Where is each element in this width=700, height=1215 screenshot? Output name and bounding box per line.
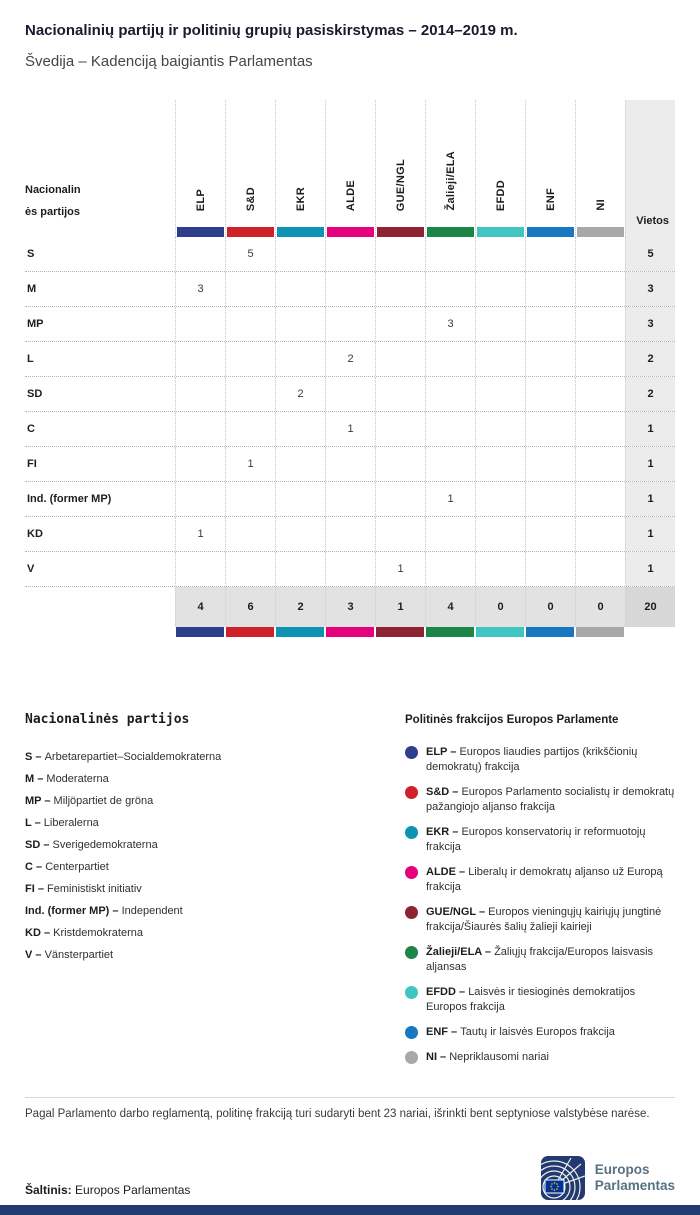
group-color-bar bbox=[176, 627, 224, 637]
seat-cell bbox=[575, 237, 625, 271]
party-code: S – bbox=[25, 751, 45, 763]
group-code: EKR – bbox=[426, 826, 462, 838]
group-color-bar bbox=[226, 627, 274, 637]
group-code-label: EFDD bbox=[494, 179, 507, 211]
seat-cell bbox=[275, 307, 325, 341]
party-name: Centerpartiet bbox=[45, 861, 109, 873]
seat-cell bbox=[525, 342, 575, 376]
seat-cell bbox=[425, 342, 475, 376]
group-code: ALDE – bbox=[426, 866, 469, 878]
seat-cell bbox=[425, 412, 475, 446]
party-code: Ind. (former MP) – bbox=[25, 905, 122, 917]
group-legend-item bbox=[405, 905, 675, 935]
seat-cell bbox=[375, 342, 425, 376]
group-color-bar bbox=[527, 227, 574, 237]
seat-cell bbox=[375, 412, 425, 446]
seat-cell bbox=[425, 272, 475, 306]
party-code: M – bbox=[25, 773, 47, 785]
party-label: MP bbox=[27, 318, 44, 330]
party-label: L bbox=[27, 353, 34, 365]
party-code: C – bbox=[25, 861, 46, 873]
seat-cell bbox=[175, 377, 225, 411]
party-name: Sverigedemokraterna bbox=[52, 839, 158, 851]
seat-cell bbox=[225, 482, 275, 516]
ep-logo-text bbox=[595, 1162, 675, 1194]
party-legend-item bbox=[25, 768, 405, 790]
group-color-bar bbox=[177, 227, 224, 237]
seat-cell: 1 bbox=[425, 482, 475, 516]
group-color-bar bbox=[376, 627, 424, 637]
seat-cell bbox=[575, 447, 625, 481]
group-legend-text bbox=[426, 905, 675, 935]
group-code-label: ENF bbox=[544, 188, 557, 211]
bar-row-spacer bbox=[25, 627, 175, 637]
group-color-bar bbox=[576, 627, 624, 637]
party-code: V – bbox=[25, 949, 45, 961]
seat-cell bbox=[575, 552, 625, 586]
table-body bbox=[25, 237, 675, 587]
footer-divider bbox=[25, 1097, 675, 1098]
seat-cell bbox=[375, 447, 425, 481]
seat-cell bbox=[225, 342, 275, 376]
seats-total-cell: 5 bbox=[625, 237, 675, 271]
seat-cell bbox=[475, 342, 525, 376]
ep-logo-icon bbox=[541, 1156, 585, 1200]
party-legend-heading: Nacionalinės partijos bbox=[25, 712, 190, 727]
seat-cell bbox=[325, 482, 375, 516]
group-legend-item bbox=[405, 825, 675, 855]
group-code-label: S&D bbox=[244, 186, 257, 211]
table-row bbox=[25, 342, 675, 377]
group-code-label: ALDE bbox=[344, 179, 357, 211]
seats-total-cell: 2 bbox=[625, 342, 675, 376]
seat-cell bbox=[575, 517, 625, 551]
seats-total-cell: 2 bbox=[625, 377, 675, 411]
group-legend-item bbox=[405, 1050, 675, 1065]
seat-cell bbox=[325, 237, 375, 271]
group-legend-item bbox=[405, 745, 675, 775]
seat-cell bbox=[225, 377, 275, 411]
totals-cell: 1 bbox=[375, 587, 425, 627]
group-color-bar bbox=[427, 227, 474, 237]
group-legend-item bbox=[405, 785, 675, 815]
party-name: Vänsterpartiet bbox=[44, 949, 114, 961]
seat-cell bbox=[475, 377, 525, 411]
party-name: Moderaterna bbox=[46, 773, 109, 785]
party-legend-item bbox=[25, 834, 405, 856]
group-color-bar bbox=[377, 227, 424, 237]
seat-cell: 1 bbox=[375, 552, 425, 586]
group-code-label: EKR bbox=[294, 186, 307, 211]
group-color-dot bbox=[405, 1026, 418, 1039]
seat-cell bbox=[425, 377, 475, 411]
group-color-dot bbox=[405, 746, 418, 759]
seat-cell bbox=[375, 307, 425, 341]
eu-flag-icon bbox=[545, 1180, 564, 1193]
seat-cell bbox=[575, 342, 625, 376]
ep-logo-text-line2: Parlamentas bbox=[594, 1178, 675, 1193]
seat-cell bbox=[325, 377, 375, 411]
group-legend-item bbox=[405, 945, 675, 975]
ep-logo-text-line1: Europos bbox=[594, 1162, 650, 1177]
party-legend-item bbox=[25, 856, 405, 878]
party-legend-item bbox=[25, 944, 405, 966]
party-code: FI – bbox=[25, 883, 48, 895]
party-legend bbox=[25, 712, 405, 1075]
totals-seats-cell: 20 bbox=[625, 587, 675, 627]
group-name: Europos vieningųjų kairiųjų jungtinė frakcija/Šiaurės šalių žalieji kairieji bbox=[426, 906, 662, 933]
group-code: Žalieji/ELA – bbox=[426, 946, 495, 958]
group-legend-text bbox=[426, 825, 675, 855]
group-legend-item bbox=[405, 865, 675, 895]
seat-cell bbox=[175, 482, 225, 516]
seat-cell bbox=[325, 517, 375, 551]
party-legend-item bbox=[25, 922, 405, 944]
group-code-label: NI bbox=[594, 199, 607, 211]
seat-cell: 3 bbox=[175, 272, 225, 306]
group-color-bar bbox=[577, 227, 624, 237]
seat-cell bbox=[575, 482, 625, 516]
group-color-bar bbox=[477, 227, 524, 237]
seat-cell bbox=[175, 552, 225, 586]
seat-cell bbox=[275, 342, 325, 376]
table-row bbox=[25, 412, 675, 447]
seat-cell bbox=[525, 482, 575, 516]
seat-cell bbox=[325, 272, 375, 306]
seat-cell bbox=[225, 272, 275, 306]
seat-cell bbox=[325, 307, 375, 341]
table-row bbox=[25, 447, 675, 482]
seat-cell bbox=[525, 237, 575, 271]
seat-cell bbox=[525, 517, 575, 551]
party-legend-item bbox=[25, 812, 405, 834]
group-legend-text bbox=[426, 985, 675, 1015]
seat-cell: 1 bbox=[325, 412, 375, 446]
group-code: GUE/NGL – bbox=[426, 906, 489, 918]
seat-cell bbox=[475, 517, 525, 551]
party-name: Miljöpartiet de gröna bbox=[53, 795, 154, 807]
group-color-bar bbox=[227, 227, 274, 237]
seat-cell bbox=[375, 482, 425, 516]
seat-cell bbox=[275, 552, 325, 586]
group-color-dot bbox=[405, 906, 418, 919]
seat-cell bbox=[175, 237, 225, 271]
totals-cell: 0 bbox=[525, 587, 575, 627]
table-row bbox=[25, 237, 675, 272]
table-row bbox=[25, 482, 675, 517]
bottom-bar bbox=[0, 1205, 700, 1215]
seat-cell bbox=[575, 412, 625, 446]
seat-cell bbox=[325, 552, 375, 586]
source-value: Europos Parlamentas bbox=[75, 1183, 191, 1197]
seat-cell bbox=[425, 552, 475, 586]
seat-cell bbox=[525, 412, 575, 446]
group-name: Tautų ir laisvės Europos frakcija bbox=[460, 1026, 615, 1038]
party-name: Kristdemokraterna bbox=[53, 927, 143, 939]
group-name: Europos Parlamento socialistų ir demokratų pažangiojo aljanso frakcija bbox=[426, 786, 675, 813]
seat-cell bbox=[475, 412, 525, 446]
seats-total-cell: 1 bbox=[625, 447, 675, 481]
footnote: Pagal Parlamento darbo reglamentą, politinę frakciją turi sudaryti bent 23 nariai, išrinkti bent septyniose valstybėse narėse. bbox=[25, 1108, 650, 1120]
group-color-bar bbox=[327, 227, 374, 237]
party-legend-item bbox=[25, 790, 405, 812]
group-color-bar bbox=[277, 227, 324, 237]
group-color-dot bbox=[405, 1051, 418, 1064]
column-header-enf bbox=[525, 100, 575, 237]
party-label: KD bbox=[27, 528, 43, 540]
group-code: ENF – bbox=[426, 1026, 461, 1038]
seat-cell bbox=[425, 447, 475, 481]
totals-cell: 4 bbox=[425, 587, 475, 627]
totals-cell: 3 bbox=[325, 587, 375, 627]
group-legend-item bbox=[405, 1025, 675, 1040]
group-name: Nepriklausomi nariai bbox=[449, 1051, 549, 1063]
group-legend-text bbox=[426, 745, 675, 775]
group-name: Europos liaudies partijos (krikščionių demokratų) frakcija bbox=[426, 746, 638, 773]
seat-cell: 2 bbox=[325, 342, 375, 376]
seat-cell bbox=[175, 412, 225, 446]
group-color-dot bbox=[405, 866, 418, 879]
group-header-columns bbox=[175, 100, 625, 237]
group-color-dot bbox=[405, 786, 418, 799]
party-name: Liberalerna bbox=[43, 817, 99, 829]
seats-total-cell: 3 bbox=[625, 307, 675, 341]
group-legend-text bbox=[426, 785, 675, 815]
seat-cell bbox=[225, 307, 275, 341]
group-legend-text bbox=[426, 1025, 675, 1040]
group-code: S&D – bbox=[426, 786, 462, 798]
group-code: NI – bbox=[426, 1051, 450, 1063]
totals-cell: 4 bbox=[175, 587, 225, 627]
party-label: Ind. (former MP) bbox=[27, 493, 112, 505]
seat-cell bbox=[375, 377, 425, 411]
group-color-dot bbox=[405, 826, 418, 839]
seat-cell bbox=[275, 517, 325, 551]
source-label: Šaltinis: bbox=[25, 1183, 72, 1197]
group-code-label: Žalieji/ELA bbox=[444, 151, 457, 211]
column-header-ni bbox=[575, 100, 625, 237]
party-legend-items bbox=[25, 746, 405, 966]
seat-cell: 1 bbox=[225, 447, 275, 481]
totals-cell: 6 bbox=[225, 587, 275, 627]
group-name: Europos konservatorių ir reformuotojų frakcija bbox=[426, 826, 646, 853]
seat-cell bbox=[275, 447, 325, 481]
seat-cell bbox=[525, 307, 575, 341]
seat-cell bbox=[425, 517, 475, 551]
group-legend bbox=[405, 712, 675, 1075]
seat-cell bbox=[375, 517, 425, 551]
group-legend-items bbox=[405, 745, 675, 1065]
party-label: M bbox=[27, 283, 37, 295]
party-legend-item bbox=[25, 878, 405, 900]
seats-total-cell: 1 bbox=[625, 517, 675, 551]
seat-cell bbox=[225, 552, 275, 586]
group-code: EFDD – bbox=[426, 986, 469, 998]
group-code-label: ELP bbox=[194, 188, 207, 211]
seats-total-cell: 3 bbox=[625, 272, 675, 306]
seat-cell bbox=[525, 447, 575, 481]
group-legend-text bbox=[426, 1050, 675, 1065]
group-legend-text bbox=[426, 865, 675, 895]
seat-cell bbox=[275, 412, 325, 446]
group-color-bar bbox=[276, 627, 324, 637]
table-header bbox=[25, 100, 675, 237]
column-header-efdd bbox=[475, 100, 525, 237]
group-legend-text bbox=[426, 945, 675, 975]
column-header-s-d bbox=[225, 100, 275, 237]
seat-cell bbox=[525, 272, 575, 306]
bottom-color-bars bbox=[25, 627, 675, 637]
seat-cell bbox=[375, 272, 425, 306]
group-name: Liberalų ir demokratų aljanso už Europą frakcija bbox=[426, 866, 663, 893]
seats-column-header-label: Vietos bbox=[636, 215, 669, 227]
seat-cell bbox=[475, 552, 525, 586]
seat-cell bbox=[225, 412, 275, 446]
seat-cell bbox=[175, 342, 225, 376]
seat-cell bbox=[575, 377, 625, 411]
party-label: FI bbox=[27, 458, 37, 470]
party-code: KD – bbox=[25, 927, 54, 939]
seat-cell bbox=[175, 447, 225, 481]
column-header-ekr bbox=[275, 100, 325, 237]
seat-cell bbox=[475, 307, 525, 341]
totals-spacer bbox=[25, 587, 175, 627]
seat-cell bbox=[575, 272, 625, 306]
national-parties-header-cell bbox=[25, 100, 175, 237]
group-color-bar bbox=[476, 627, 524, 637]
party-code: MP – bbox=[25, 795, 54, 807]
party-label: SD bbox=[27, 388, 43, 400]
seat-cell bbox=[275, 482, 325, 516]
column-header-elp bbox=[175, 100, 225, 237]
party-code: SD – bbox=[25, 839, 53, 851]
group-color-bar bbox=[426, 627, 474, 637]
seats-column-header bbox=[625, 100, 675, 237]
seat-cell bbox=[325, 447, 375, 481]
party-name: Feministiskt initiativ bbox=[47, 883, 142, 895]
totals-cell: 0 bbox=[475, 587, 525, 627]
group-color-bar bbox=[326, 627, 374, 637]
seats-total-cell: 1 bbox=[625, 412, 675, 446]
totals-cell: 0 bbox=[575, 587, 625, 627]
seat-cell: 2 bbox=[275, 377, 325, 411]
column-header-alde bbox=[325, 100, 375, 237]
seat-cell bbox=[275, 272, 325, 306]
seats-total-cell: 1 bbox=[625, 552, 675, 586]
group-code-label: GUE/NGL bbox=[394, 158, 407, 211]
ep-logo bbox=[541, 1156, 675, 1200]
group-color-dot bbox=[405, 946, 418, 959]
party-label: S bbox=[27, 248, 35, 260]
table-row bbox=[25, 552, 675, 587]
national-parties-header-label: Nacionalinės partijos bbox=[25, 184, 81, 218]
seat-cell bbox=[375, 237, 425, 271]
seat-cell bbox=[475, 447, 525, 481]
totals-row bbox=[25, 587, 675, 627]
party-legend-item bbox=[25, 746, 405, 768]
seat-cell bbox=[225, 517, 275, 551]
group-code: ELP – bbox=[426, 746, 460, 758]
table-row bbox=[25, 272, 675, 307]
table-row bbox=[25, 517, 675, 552]
table-row bbox=[25, 307, 675, 342]
party-label: C bbox=[27, 423, 35, 435]
seat-cell bbox=[425, 237, 475, 271]
column-header--alieji-ela bbox=[425, 100, 475, 237]
seats-table bbox=[25, 100, 675, 637]
seat-cell: 3 bbox=[425, 307, 475, 341]
seat-cell bbox=[475, 272, 525, 306]
group-color-bar bbox=[526, 627, 574, 637]
group-name: Žaliųjų frakcija/Europos laisvasis aljansas bbox=[426, 946, 654, 973]
table-row bbox=[25, 377, 675, 412]
seat-cell bbox=[275, 237, 325, 271]
seats-total-cell: 1 bbox=[625, 482, 675, 516]
seat-cell bbox=[575, 307, 625, 341]
legends bbox=[25, 712, 675, 1075]
source-line bbox=[25, 1183, 190, 1197]
party-name: Independent bbox=[121, 905, 183, 917]
column-header-gue-ngl bbox=[375, 100, 425, 237]
seat-cell bbox=[475, 237, 525, 271]
seat-cell bbox=[525, 377, 575, 411]
party-name: Arbetarepartiet–Socialdemokraterna bbox=[44, 751, 222, 763]
seat-cell bbox=[525, 552, 575, 586]
totals-cell: 2 bbox=[275, 587, 325, 627]
party-code: L – bbox=[25, 817, 44, 829]
group-legend-item bbox=[405, 985, 675, 1015]
seat-cell: 5 bbox=[225, 237, 275, 271]
seat-cell bbox=[475, 482, 525, 516]
seat-cell: 1 bbox=[175, 517, 225, 551]
page-title: Nacionalinių partijų ir politinių grupių pasiskirstymas – 2014–2019 m. bbox=[25, 22, 518, 39]
group-name: Laisvės ir tiesioginės demokratijos Europos frakcija bbox=[426, 986, 636, 1013]
group-legend-heading: Politinės frakcijos Europos Parlamente bbox=[405, 714, 619, 726]
party-label: V bbox=[27, 563, 35, 575]
group-color-dot bbox=[405, 986, 418, 999]
party-legend-item bbox=[25, 900, 405, 922]
page-subtitle: Švedija – Kadenciją baigiantis Parlamentas bbox=[25, 53, 313, 70]
seat-cell bbox=[175, 307, 225, 341]
